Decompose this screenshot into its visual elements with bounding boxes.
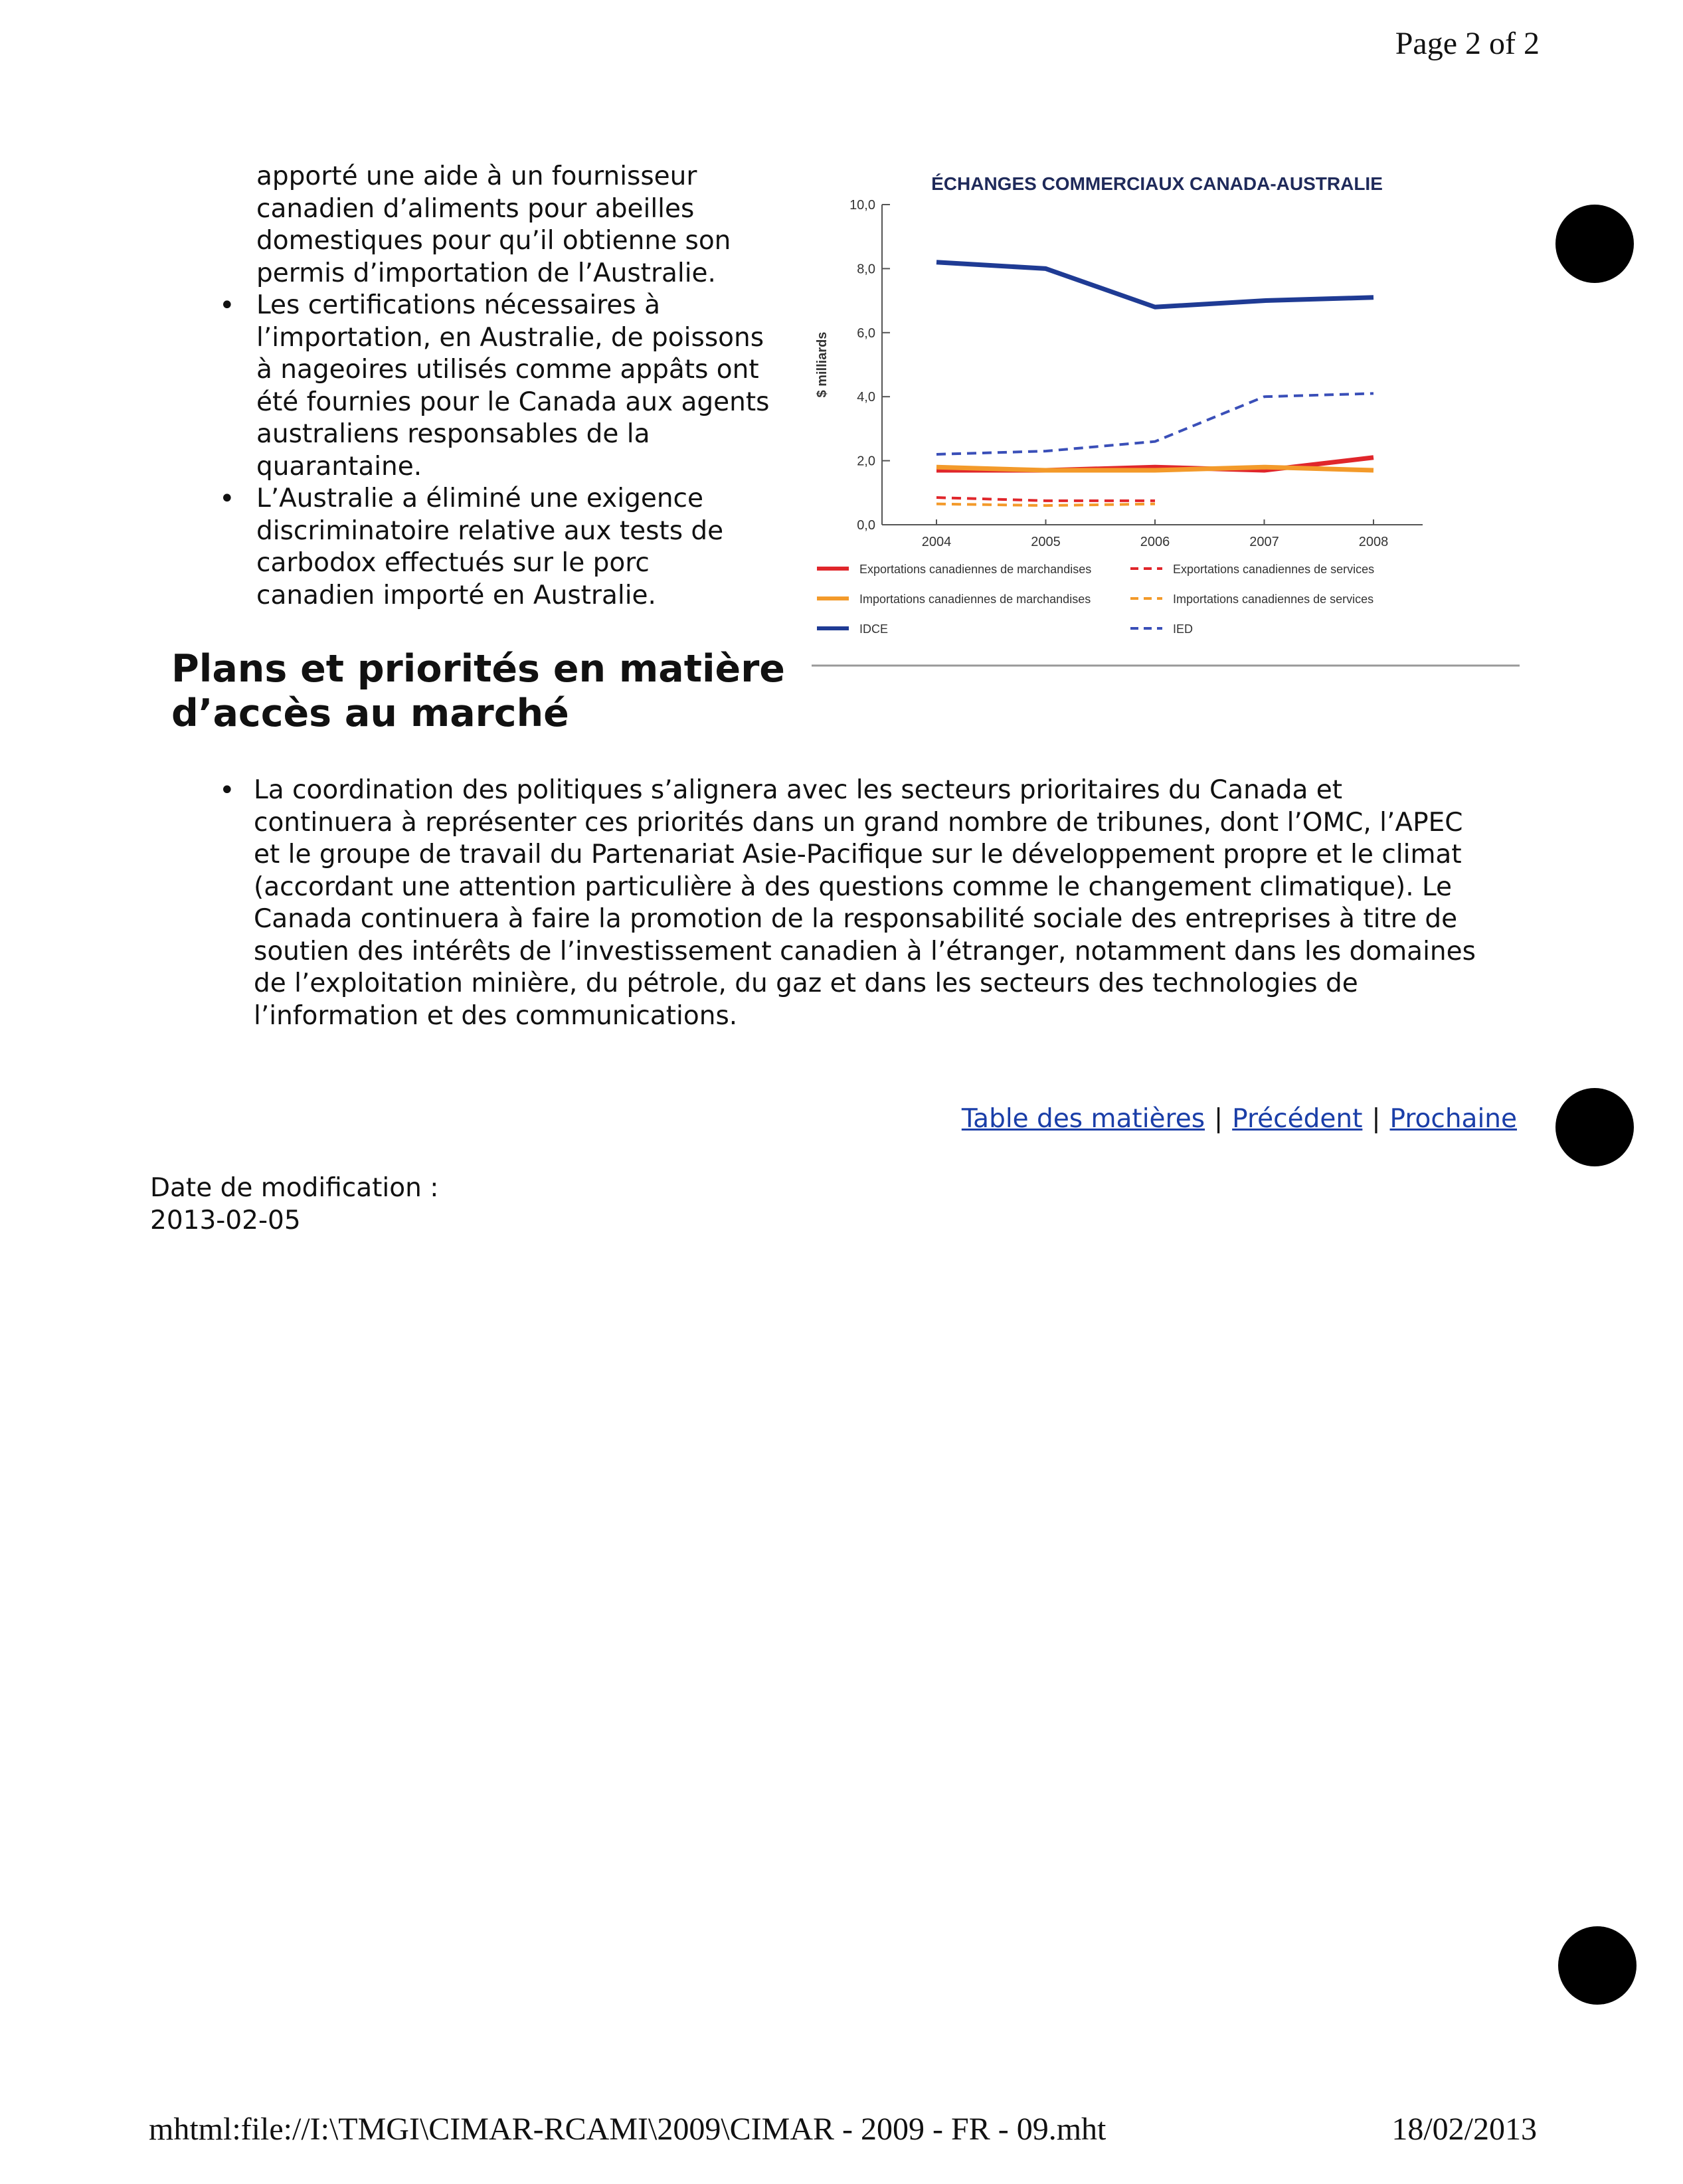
text-line: à nageoires utilisés comme appâts ont bbox=[256, 355, 759, 385]
punch-hole bbox=[1555, 1088, 1634, 1166]
bullet-marker: • bbox=[219, 775, 235, 806]
heading-line: d’accès au marché bbox=[171, 691, 569, 735]
punch-hole bbox=[1555, 205, 1634, 283]
text-line: australiens responsables de la bbox=[256, 419, 650, 449]
text-line: quarantaine. bbox=[256, 451, 422, 482]
text-line: de l’exploitation minière, du pétrole, du gaz et dans les secteurs des technologies de bbox=[254, 968, 1358, 998]
text-line: • Les certifications nécessaires à bbox=[256, 290, 660, 320]
text-line: canadien importé en Australie. bbox=[256, 580, 656, 610]
trade-line-chart bbox=[812, 163, 1520, 675]
y-tick-label: 10,0 bbox=[849, 198, 875, 213]
nav-separator: | bbox=[1214, 1104, 1223, 1134]
page-navigation bbox=[962, 1104, 1517, 1134]
text-line: La coordination des politiques s’alignera avec les secteurs prioritaires du Canada et bbox=[254, 775, 1343, 805]
text-line: canadien d’aliments pour abeilles bbox=[256, 193, 695, 224]
legend-label: Exportations canadiennes de services bbox=[1173, 563, 1375, 576]
footer-file-path: mhtml:file://I:\TMGI\CIMAR-RCAMI\2009\CIMAR - 2009 - FR - 09.mht bbox=[149, 2112, 1107, 2147]
modified-label: Date de modification : bbox=[150, 1173, 439, 1203]
left-column-text bbox=[219, 161, 784, 612]
section-heading bbox=[171, 647, 809, 736]
continued-bullet bbox=[219, 161, 784, 290]
chart-title: ÉCHANGES COMMERCIAUX CANADA-AUSTRALIE bbox=[931, 173, 1383, 194]
text-line: continuera à représenter ces priorités dans un grand nombre de tribunes, dont l’OMC, l’APEC bbox=[254, 807, 1463, 838]
legend-label: Exportations canadiennes de marchandises bbox=[859, 563, 1092, 576]
text-line: • L’Australie a éliminé une exigence bbox=[256, 484, 703, 513]
series-line bbox=[936, 498, 1155, 501]
footer-print-date: 18/02/2013 bbox=[1391, 2112, 1537, 2147]
legend-label: IDCE bbox=[859, 622, 889, 636]
text-line: (accordant une attention particulière à des questions comme le changement climatique). Le bbox=[254, 871, 1453, 902]
x-tick-label: 2005 bbox=[1031, 535, 1061, 549]
text-line: domestiques pour qu’il obtienne son bbox=[256, 226, 731, 256]
modified-date: 2013-02-05 bbox=[150, 1206, 301, 1235]
bullet-item bbox=[219, 483, 784, 612]
x-tick-label: 2004 bbox=[921, 535, 952, 549]
series-line bbox=[936, 504, 1155, 505]
series-line bbox=[936, 262, 1373, 307]
nav-separator: | bbox=[1372, 1104, 1381, 1134]
x-tick-label: 2008 bbox=[1358, 535, 1389, 549]
text-line: l’importation, en Australie, de poissons bbox=[256, 322, 764, 353]
y-tick-label: 8,0 bbox=[857, 262, 875, 277]
text-line: soutien des intérêts de l’investissement canadien à l’étranger, notamment dans les domaines bbox=[254, 936, 1476, 966]
previous-link[interactable]: Précédent bbox=[1232, 1104, 1363, 1134]
text-line: Canada continuera à faire la promotion de la responsabilité sociale des entreprises à titre de bbox=[254, 904, 1458, 934]
y-axis-label: $ milliards bbox=[815, 331, 830, 398]
legend-label: Importations canadiennes de marchandises bbox=[859, 592, 1091, 606]
y-tick-label: 2,0 bbox=[857, 454, 875, 469]
punch-hole bbox=[1558, 1926, 1637, 2005]
legend-label: IED bbox=[1173, 622, 1194, 636]
bullet-item bbox=[219, 290, 784, 483]
toc-link[interactable]: Table des matières bbox=[961, 1104, 1205, 1134]
bullet-text bbox=[254, 774, 1521, 1032]
next-link[interactable]: Prochaine bbox=[1389, 1104, 1517, 1134]
print-page-number: Page 2 of 2 bbox=[1395, 26, 1540, 61]
heading-line: Plans et priorités en matière bbox=[171, 647, 785, 691]
text-line: carbodox effectués sur le porc bbox=[256, 548, 650, 578]
text-line: apporté une aide à un fournisseur bbox=[256, 161, 697, 191]
section-bullet bbox=[219, 774, 1521, 1032]
x-tick-label: 2006 bbox=[1140, 535, 1170, 549]
y-tick-label: 6,0 bbox=[857, 325, 875, 341]
text-line: été fournies pour le Canada aux agents bbox=[256, 387, 770, 417]
text-line: et le groupe de travail du Partenariat Asie-Pacifique sur le développement propre et le climat bbox=[254, 840, 1462, 869]
text-line: discriminatoire relative aux tests de bbox=[256, 515, 724, 546]
y-tick-label: 4,0 bbox=[857, 390, 875, 405]
y-tick-label: 0,0 bbox=[857, 518, 875, 533]
modified-date-block bbox=[150, 1172, 438, 1237]
text-line: l’information et des communications. bbox=[254, 1000, 738, 1031]
x-tick-label: 2007 bbox=[1249, 535, 1279, 549]
text-line: permis d’importation de l’Australie. bbox=[256, 258, 716, 288]
series-line bbox=[936, 393, 1373, 454]
legend-label: Importations canadiennes de services bbox=[1173, 592, 1374, 606]
